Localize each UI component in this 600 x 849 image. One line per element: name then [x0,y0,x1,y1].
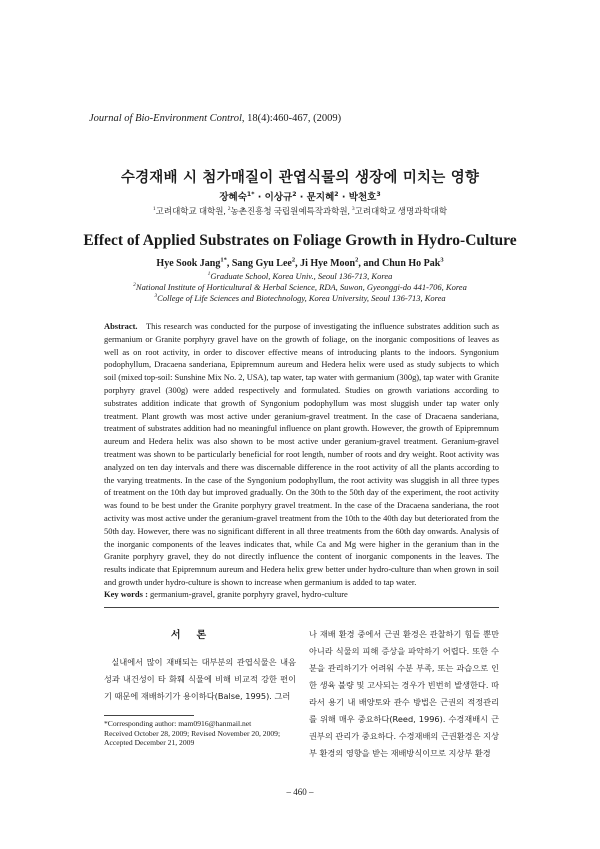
aff-sup: 2 [133,282,136,289]
aff-sup: 1 [152,206,156,213]
journal-citation [89,113,341,124]
author-sup: 1* [246,190,255,198]
accepted-date: Accepted December 21, 2009 [104,738,195,747]
affiliation: Graduate School, Korea Univ., Seoul 136-713, Korea [210,271,393,281]
footnote-divider [104,715,194,716]
author-sup: 1* [220,256,227,264]
abstract-label: Abstract. [104,321,138,331]
journal-name: Journal of Bio-Environment Control [89,113,242,124]
korean-affiliations [0,205,600,217]
aff-sup: 1 [207,271,211,278]
english-affiliation-2 [0,282,600,292]
english-title: Effect of Applied Substrates on Foliage Growth in Hydro-Culture [83,232,517,249]
author-name: 이상규 [264,192,293,203]
keywords-text: germanium-gravel, granite porphyry gravel, hydro-culture [150,589,348,599]
author-sup: 3 [376,190,381,198]
footnote [104,719,304,748]
author-name: 문지혜 [306,192,335,203]
affiliation: 고려대학교 대학원, [155,206,228,216]
corresponding-author: *Corresponding author: mam0916@hanmail.net [104,719,252,728]
received-date: Received October 28, 2009; Revised November 20, 2009; [104,728,281,738]
body-right-column: 나 재배 환경 중에서 근권 환경은 관찰하기 힘들 뿐만 아니라 식물의 피해 증상을 파악하기 어렵다. 또한 수분을 관리하기가 어려워 수분 부족, 또는 과습으로 인한 생육 불량 및 고사되는 경우가 빈번히 발생한다. 따라서 용기 내 배양토와 관수 방법은 근권의 적정관리를 위해 매우 중요하다(Reed, 1996). 수경재배시 근권부의 관리가 중요하다. 수경재배의 근권환경은 지상부 환경의 영향을 받는 재배방식이므로 지상부 환경 [309,629,499,758]
author-name: Ji Hye Moon [300,258,356,269]
english-affiliation-3 [0,293,600,303]
english-affiliation-1 [0,271,600,281]
aff-sup: 3 [351,206,355,213]
aff-sup: 3 [154,293,158,300]
author-name: 장혜숙 [219,192,247,203]
affiliation: National Institute of Horticultural & Herbal Science, RDA, Suwon, Gyeonggi-do 441-706, Korea [135,282,467,292]
korean-title: 수경재배 시 첨가매질이 관엽식물의 생장에 미치는 영향 [120,170,480,186]
section-heading: 서론 [170,630,223,641]
affiliation: College of Life Sciences and Biotechnology, Korea University, Seoul 136-713, Korea [157,293,446,303]
abstract-text: This research was conducted for the purpose of investigating the influence substrates addition such as germanium or Granite porphyry gravel have on the growth of foliage, on the inorganic compositions of leaves as well as on root activity, in order to discover effective means of introducing plants to the indoors. Syngonium podophyllum, Dracaena sanderiana, Epipremnum aureum and Hedera helix were used as study subjects to which soil (mixed top-soil: Sunshine Mix No. 2, USA), tap water, tap water with germanium (300g), tap water with Granite porphyry gravel (300g) were added respectively and formulated. Studies on growth variations according to substrates addition indicate that growth of Syngonium podophyllum was most sluggish under tap water only treatment. Plant growth was most active under geranium-gravel treatment. In the case of Dracaena sanderiana, treatment of substrates addition had no meaningful influence on plant growth. However, the growth of Epipremnum aureum and Hedera helix was also shown to be most active under geranium-gravel treatment. Geranium-gravel treatment was shown to be particularly beneficial for root length, number of roots and dry weight. Root activity was analyzed on ten day intervals and there was discernable difference in the root activity of all the plants according to the varying treatments. In the case of the Syngonium podophyllum, the root activity was sluggish in all three types of treatment on the 10th day but improved gradually. On the 30th to the 50th day of the experiment, the root activity was found to be best under the Granite porphyry gravel treatment. In the case of the Dracaena sanderiana, the root activity was most active under the geranium-gravel treatment from the 10th to the 40th day but deteriorated from the 50th day. However, there was no significant different in all three treatments from the 60th day onwards. Analysis of the inorganic components of the leaves indicates that, while Ca and Mg were higher in the geranium than in the Granite porphyry gravel, they do not directly influence the content of inorganic components in the leaves. The results indicate that Epipremnum aureum and Hedera helix grew better under hydro-culture than when grown in soil and growth under hydro-culture is shown to increase when germanium is added to tap water. [104,321,499,587]
page-number: – 460 – [286,787,314,797]
author-sup: 2 [334,190,339,198]
korean-authors: 장혜숙$^{1*}$ · 이상규$^2$ · 문지혜$^2$ · 박천호$^3$ [219,190,381,203]
abstract [104,320,499,589]
section-divider [104,607,499,608]
journal-volume: , 18(4):460-467, (2009) [241,113,342,124]
author-name: Hye Sook Jang [156,258,221,269]
keywords-label: Key words : [104,589,148,599]
author-sup: 3 [440,256,444,264]
author-sup: 2 [355,256,359,264]
author-name: Chun Ho Pak [381,258,441,269]
author-name: Sang Gyu Lee [231,258,292,269]
body-left-column [104,654,296,705]
author-sup: 2 [292,190,297,198]
keywords [104,589,499,599]
body-text: 실내에서 많이 재배되는 대부분의 관엽식물은 내음성과 내건성이 타 화훼 식물에 비해 비교적 강한 편이기 때문에 재배하기가 용이하다(Balse, 1995). 그러 [104,657,296,701]
affiliation: 고려대학교 생명과학대학 [354,206,448,216]
english-authors: Hye Sook Jang$^{1*}$, Sang Gyu Lee$^2$, Ji Hye Moon$^2$, and Chun Ho Pak$^3$ [156,256,444,269]
author-name: 박천호 [348,192,377,203]
aff-sup: 2 [227,206,231,213]
author-sup: 2 [291,256,296,264]
affiliation: 농촌진흥청 국립원예특작과학원, [230,206,352,216]
